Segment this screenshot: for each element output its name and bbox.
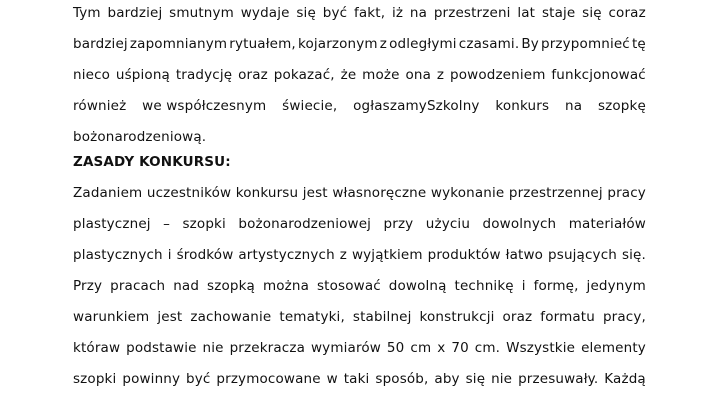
- paragraph2-line4: [73, 277, 646, 295]
- word: ogłaszamySzkolny: [353, 98, 480, 114]
- paragraph1-line1: [73, 4, 646, 22]
- word: zapomnianym: [129, 36, 228, 52]
- word: psujących: [548, 247, 617, 263]
- word: się: [465, 371, 486, 387]
- word: własnoręczne: [332, 185, 427, 201]
- word: tematyki,: [279, 309, 345, 325]
- word: się: [582, 5, 602, 21]
- word: konkursu: [235, 185, 299, 201]
- word: z: [436, 67, 445, 83]
- word: łatwo: [505, 247, 544, 263]
- paragraph2-line7: [73, 370, 646, 388]
- word: Zadaniem: [73, 185, 143, 201]
- word: szopką: [207, 278, 255, 294]
- word: powinny: [122, 371, 181, 387]
- word: środków: [176, 247, 234, 263]
- word: taki: [343, 371, 370, 387]
- word: bardziej: [73, 36, 128, 52]
- word: stabilnej: [352, 309, 412, 325]
- word: wyjątkiem: [351, 247, 423, 263]
- word: dowolnych: [482, 216, 557, 232]
- word: funkcjonować: [551, 67, 646, 83]
- word: 70: [451, 340, 469, 356]
- word: uczestników: [146, 185, 232, 201]
- word: wydaje: [240, 5, 290, 21]
- word: odległymi: [389, 36, 457, 52]
- word: bardziej: [107, 5, 163, 21]
- word: jest: [157, 309, 183, 325]
- word: x: [437, 340, 446, 356]
- word: fakt,: [353, 5, 386, 21]
- word: nieco: [73, 67, 111, 83]
- word: jest: [302, 185, 328, 201]
- word: że: [340, 67, 357, 83]
- word: być: [322, 5, 348, 21]
- word: cm.: [474, 340, 501, 356]
- word: dowolną: [388, 278, 447, 294]
- word: ona: [405, 67, 431, 83]
- paragraph2-line3: [73, 246, 646, 264]
- word: i: [521, 278, 526, 294]
- word: któraw: [73, 340, 121, 356]
- word: w: [326, 371, 338, 387]
- word: się: [296, 5, 316, 21]
- paragraph2-line1: [73, 184, 646, 202]
- word: staje: [541, 5, 576, 21]
- word: pracy: [607, 185, 646, 201]
- word: przekracza: [229, 340, 306, 356]
- paragraph1-line2: [73, 35, 646, 53]
- word: plastycznej: [73, 216, 151, 232]
- word: być: [186, 371, 211, 387]
- word: coraz: [608, 5, 646, 21]
- word: może: [362, 67, 400, 83]
- word: przypomnieć: [541, 36, 630, 52]
- word: powodzeniem: [450, 67, 546, 83]
- word: oraz: [502, 309, 533, 325]
- word: lat: [517, 5, 536, 21]
- word: na: [564, 98, 583, 114]
- word: przymocowane: [216, 371, 321, 387]
- word: użyciu: [425, 216, 471, 232]
- word: technikę: [454, 278, 514, 294]
- word: jedynym: [586, 278, 646, 294]
- word: we współczesnym: [142, 98, 267, 114]
- word: warunkiem: [73, 309, 150, 325]
- word: smutnym: [169, 5, 234, 21]
- word: nad: [173, 278, 200, 294]
- word: By: [521, 36, 539, 52]
- word: podstawie: [126, 340, 197, 356]
- word: bożonarodzeniowej: [238, 216, 372, 232]
- word: –: [163, 216, 171, 232]
- word: Każdą: [604, 371, 646, 387]
- word: formatu: [540, 309, 595, 325]
- word: wymiarów: [310, 340, 381, 356]
- paragraph2-line6: [73, 339, 646, 357]
- word: nie: [491, 371, 513, 387]
- word: na: [409, 5, 428, 21]
- word: aby: [434, 371, 460, 387]
- word: uśpioną: [115, 67, 170, 83]
- word: przestrzeni: [433, 5, 511, 21]
- word: się.: [621, 247, 646, 263]
- word: nie: [202, 340, 224, 356]
- word: zachowanie: [190, 309, 272, 325]
- paragraph1-line4: [73, 97, 646, 115]
- word: czasami.: [458, 36, 520, 52]
- word: pracy,: [602, 309, 646, 325]
- word: konstrukcji: [419, 309, 495, 325]
- word: formę,: [533, 278, 579, 294]
- paragraph2-line5: [73, 308, 646, 326]
- word: z: [379, 36, 388, 52]
- word: sposób,: [375, 371, 429, 387]
- word: cm: [410, 340, 432, 356]
- word: elementy: [581, 340, 646, 356]
- word: z: [339, 247, 347, 263]
- paragraph2-line2: [73, 215, 646, 233]
- word: tę: [631, 36, 646, 52]
- word: przy: [383, 216, 414, 232]
- word: również: [73, 98, 127, 114]
- word: Przy: [73, 278, 103, 294]
- word: przestrzennej: [508, 185, 603, 201]
- word: i: [167, 247, 172, 263]
- word: świecie,: [282, 98, 338, 114]
- word: Wszystkie: [506, 340, 576, 356]
- word: materiałów: [568, 216, 646, 232]
- word: szopkę: [597, 98, 646, 114]
- paragraph1-line3: [73, 66, 646, 84]
- word: rytuałem,: [229, 36, 296, 52]
- word: plastycznych: [73, 247, 163, 263]
- word: można: [262, 278, 310, 294]
- word: produktów: [427, 247, 501, 263]
- word: iż: [391, 5, 404, 21]
- rules-heading: ZASADY KONKURSU:: [73, 154, 231, 170]
- word: wykonanie: [430, 185, 505, 201]
- word: szopki: [182, 216, 226, 232]
- word: stosować: [317, 278, 381, 294]
- word: artystycznych: [238, 247, 335, 263]
- word: szopki: [73, 371, 117, 387]
- paragraph1-line5: bożonarodzeniową.: [73, 129, 207, 145]
- word: kojarzonym: [297, 36, 378, 52]
- word: oraz: [238, 67, 268, 83]
- word: pokazać,: [273, 67, 335, 83]
- word: Tym: [73, 5, 101, 21]
- word: 50: [386, 340, 405, 356]
- word: konkurs: [495, 98, 550, 114]
- word: przesuwały.: [518, 371, 599, 387]
- word: tradycję: [175, 67, 233, 83]
- word: pracach: [110, 278, 166, 294]
